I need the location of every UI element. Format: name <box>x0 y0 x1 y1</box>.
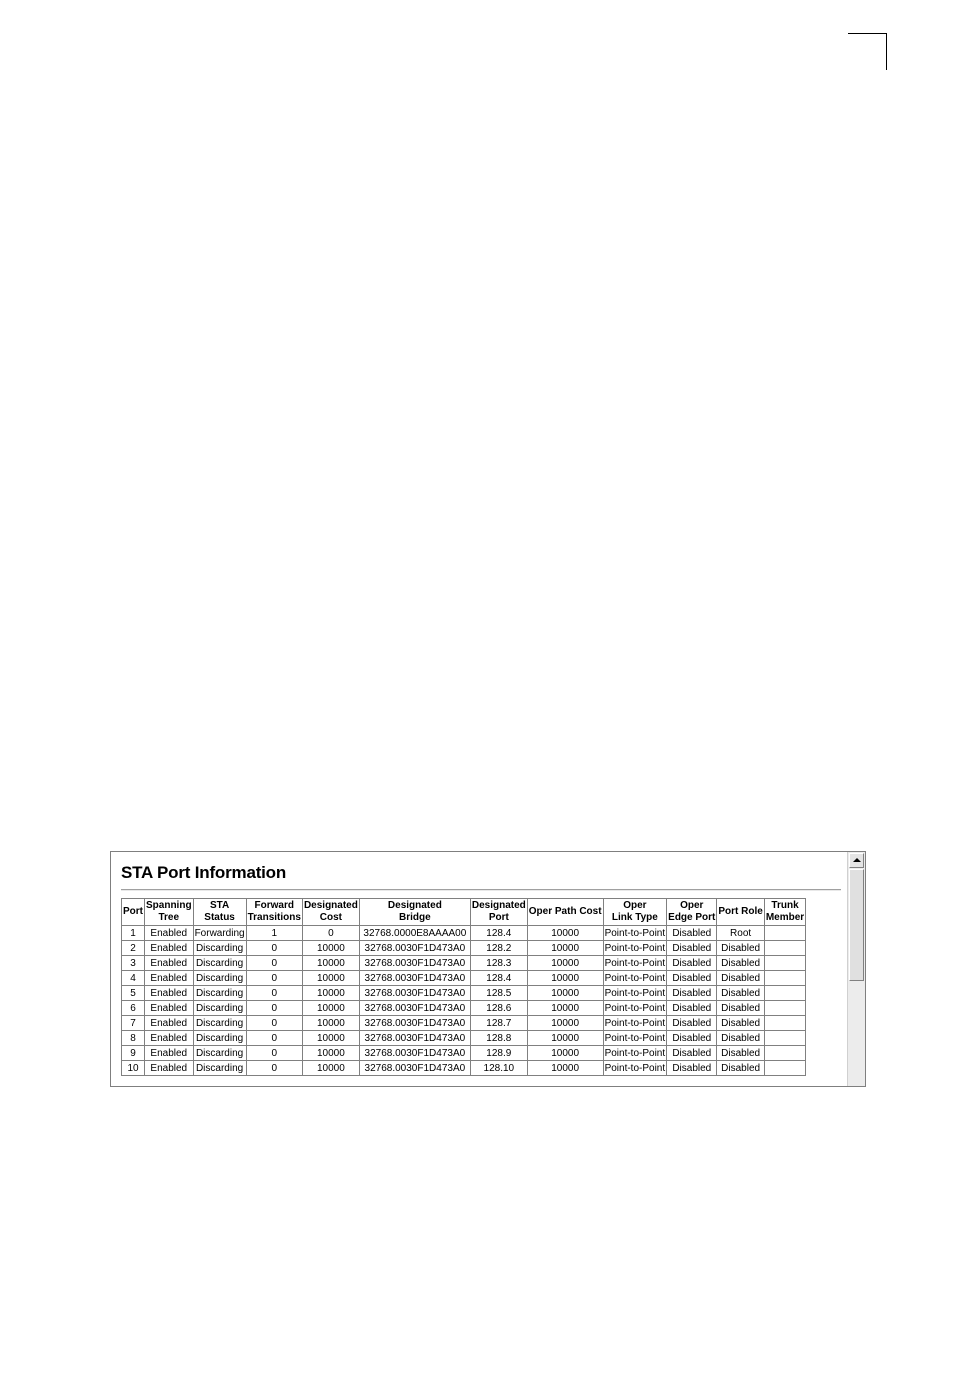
cell-designated-cost: 10000 <box>302 971 359 986</box>
cell-designated-bridge: 32768.0030F1D473A0 <box>359 941 470 956</box>
col-trunk-member: Trunk Member <box>764 899 805 926</box>
cell-port: 1 <box>122 926 145 941</box>
cell-port: 6 <box>122 1001 145 1016</box>
cell-port-role: Disabled <box>717 986 764 1001</box>
cell-forward-transitions: 1 <box>246 926 302 941</box>
cell-port-role: Disabled <box>717 1046 764 1061</box>
cell-port-role: Disabled <box>717 1061 764 1076</box>
cell-trunk-member <box>764 986 805 1001</box>
cell-port: 4 <box>122 971 145 986</box>
cell-sta-status: Discarding <box>193 1046 246 1061</box>
col-designated-bridge: Designated Bridge <box>359 899 470 926</box>
cell-spanning-tree: Enabled <box>145 1016 194 1031</box>
cell-trunk-member <box>764 1016 805 1031</box>
cell-oper-edge-port: Disabled <box>667 1001 717 1016</box>
cell-forward-transitions: 0 <box>246 971 302 986</box>
cell-designated-port: 128.3 <box>470 956 527 971</box>
arrow-up-icon[interactable] <box>849 853 864 868</box>
table-row <box>122 1046 806 1061</box>
cell-designated-bridge: 32768.0030F1D473A0 <box>359 1016 470 1031</box>
cell-designated-bridge: 32768.0000E8AAAA00 <box>359 926 470 941</box>
cell-oper-path-cost: 10000 <box>527 1016 603 1031</box>
cell-spanning-tree: Enabled <box>145 971 194 986</box>
cell-sta-status: Discarding <box>193 956 246 971</box>
cell-port-role: Disabled <box>717 1016 764 1031</box>
cell-oper-path-cost: 10000 <box>527 1061 603 1076</box>
cell-sta-status: Forwarding <box>194 927 245 939</box>
cell-port: 7 <box>122 1016 145 1031</box>
cell-designated-port: 128.5 <box>470 986 527 1001</box>
cell-oper-link-type: Point-to-Point <box>604 1062 666 1074</box>
cell-oper-link-type: Point-to-Point <box>604 1032 666 1044</box>
cell-oper-link-type: Point-to-Point <box>604 987 666 999</box>
crop-mark <box>848 33 887 70</box>
cell-oper-link-type: Point-to-Point <box>604 927 666 939</box>
cell-designated-bridge: 32768.0030F1D473A0 <box>359 986 470 1001</box>
cell-designated-port: 128.7 <box>470 1016 527 1031</box>
cell-oper-path-cost: 10000 <box>527 1001 603 1016</box>
cell-forward-transitions: 0 <box>246 956 302 971</box>
cell-spanning-tree: Enabled <box>145 1046 194 1061</box>
cell-designated-cost: 10000 <box>302 1031 359 1046</box>
cell-forward-transitions: 0 <box>246 941 302 956</box>
cell-sta-status: Discarding <box>193 1031 246 1046</box>
cell-designated-port: 128.8 <box>470 1031 527 1046</box>
cell-port: 9 <box>122 1046 145 1061</box>
cell-port-role: Disabled <box>717 941 764 956</box>
cell-designated-cost: 10000 <box>302 1061 359 1076</box>
cell-oper-path-cost: 10000 <box>527 941 603 956</box>
cell-spanning-tree: Enabled <box>145 926 194 941</box>
table-row <box>122 926 806 941</box>
cell-port: 8 <box>122 1031 145 1046</box>
cell-designated-port: 128.4 <box>470 971 527 986</box>
cell-spanning-tree: Enabled <box>145 1001 194 1016</box>
cell-spanning-tree: Enabled <box>145 1061 194 1076</box>
table-row <box>122 971 806 986</box>
col-oper-edge-port: Oper Edge Port <box>667 899 717 926</box>
cell-forward-transitions: 0 <box>246 1046 302 1061</box>
col-sta-status: STA Status <box>193 899 246 926</box>
cell-designated-bridge: 32768.0030F1D473A0 <box>359 1061 470 1076</box>
cell-sta-status: Discarding <box>193 941 246 956</box>
col-designated-port: Designated Port <box>470 899 527 926</box>
cell-port: 10 <box>122 1061 145 1076</box>
cell-port: 5 <box>122 986 145 1001</box>
cell-designated-port: 128.6 <box>470 1001 527 1016</box>
cell-oper-path-cost: 10000 <box>527 971 603 986</box>
cell-trunk-member <box>764 1061 805 1076</box>
cell-port-role: Root <box>717 926 764 941</box>
cell-port-role: Disabled <box>717 1031 764 1046</box>
cell-oper-path-cost: 10000 <box>527 956 603 971</box>
cell-oper-link-type: Point-to-Point <box>604 957 666 969</box>
cell-oper-path-cost: 10000 <box>527 1046 603 1061</box>
cell-sta-status: Discarding <box>193 971 246 986</box>
cell-designated-bridge: 32768.0030F1D473A0 <box>359 956 470 971</box>
cell-port-role: Disabled <box>717 956 764 971</box>
cell-designated-cost: 10000 <box>302 956 359 971</box>
cell-designated-port: 128.4 <box>470 926 527 941</box>
table-row <box>122 1001 806 1016</box>
cell-oper-edge-port: Disabled <box>667 941 717 956</box>
scrollbar-thumb[interactable] <box>849 869 864 981</box>
cell-sta-status: Discarding <box>193 1016 246 1031</box>
cell-port: 2 <box>122 941 145 956</box>
cell-oper-edge-port: Disabled <box>667 956 717 971</box>
page-title: STA Port Information <box>121 863 287 882</box>
cell-oper-edge-port: Disabled <box>667 926 717 941</box>
title-divider <box>121 889 841 891</box>
cell-spanning-tree: Enabled <box>145 986 194 1001</box>
cell-designated-cost: 10000 <box>302 1046 359 1061</box>
col-port-role: Port Role <box>717 899 764 926</box>
table-row <box>122 1061 806 1076</box>
cell-spanning-tree: Enabled <box>145 1031 194 1046</box>
content-area <box>111 852 847 1087</box>
table-row <box>122 956 806 971</box>
cell-port-role: Disabled <box>717 1001 764 1016</box>
cell-oper-path-cost: 10000 <box>527 926 603 941</box>
cell-oper-edge-port: Disabled <box>667 1061 717 1076</box>
cell-designated-bridge: 32768.0030F1D473A0 <box>359 1031 470 1046</box>
table-row <box>122 986 806 1001</box>
cell-sta-status: Discarding <box>193 986 246 1001</box>
cell-oper-edge-port: Disabled <box>667 986 717 1001</box>
cell-trunk-member <box>764 971 805 986</box>
col-designated-cost: Designated Cost <box>302 899 359 926</box>
cell-sta-status: Discarding <box>193 1061 246 1076</box>
cell-oper-edge-port: Disabled <box>667 971 717 986</box>
vertical-scrollbar[interactable] <box>847 852 865 1087</box>
table-header-row <box>122 899 806 926</box>
cell-designated-bridge: 32768.0030F1D473A0 <box>359 971 470 986</box>
cell-forward-transitions: 0 <box>246 986 302 1001</box>
cell-trunk-member <box>764 941 805 956</box>
col-oper-path-cost: Oper Path Cost <box>527 899 603 926</box>
table-row <box>122 941 806 956</box>
cell-designated-port: 128.9 <box>470 1046 527 1061</box>
cell-trunk-member <box>764 1046 805 1061</box>
cell-spanning-tree: Enabled <box>145 941 194 956</box>
cell-sta-status: Discarding <box>193 1001 246 1016</box>
table-row <box>122 1016 806 1031</box>
cell-port-role: Disabled <box>717 971 764 986</box>
cell-trunk-member <box>764 926 805 941</box>
cell-forward-transitions: 0 <box>246 1061 302 1076</box>
cell-oper-path-cost: 10000 <box>527 986 603 1001</box>
cell-designated-port: 128.10 <box>470 1061 527 1076</box>
cell-trunk-member <box>764 1001 805 1016</box>
cell-oper-edge-port: Disabled <box>667 1031 717 1046</box>
cell-trunk-member <box>764 1031 805 1046</box>
cell-designated-cost: 10000 <box>302 1016 359 1031</box>
cell-oper-link-type: Point-to-Point <box>604 972 666 984</box>
cell-designated-port: 128.2 <box>470 941 527 956</box>
sta-port-table <box>121 898 806 1076</box>
cell-trunk-member <box>764 956 805 971</box>
table-row <box>122 1031 806 1046</box>
col-oper-link-type: Oper Link Type <box>603 899 667 926</box>
cell-designated-bridge: 32768.0030F1D473A0 <box>359 1001 470 1016</box>
cell-oper-link-type: Point-to-Point <box>604 1002 666 1014</box>
cell-designated-cost: 0 <box>302 926 359 941</box>
cell-port: 3 <box>122 956 145 971</box>
cell-oper-link-type: Point-to-Point <box>604 942 666 954</box>
cell-spanning-tree: Enabled <box>145 956 194 971</box>
col-forward-transitions: Forward Transitions <box>246 899 302 926</box>
cell-designated-bridge: 32768.0030F1D473A0 <box>359 1046 470 1061</box>
cell-forward-transitions: 0 <box>246 1031 302 1046</box>
cell-forward-transitions: 0 <box>246 1016 302 1031</box>
cell-oper-link-type: Point-to-Point <box>604 1047 666 1059</box>
col-port: Port <box>122 899 145 926</box>
cell-designated-cost: 10000 <box>302 941 359 956</box>
cell-oper-path-cost: 10000 <box>527 1031 603 1046</box>
cell-designated-cost: 10000 <box>302 986 359 1001</box>
cell-designated-cost: 10000 <box>302 1001 359 1016</box>
cell-oper-link-type: Point-to-Point <box>604 1017 666 1029</box>
cell-forward-transitions: 0 <box>246 1001 302 1016</box>
sta-port-information-window <box>110 851 866 1087</box>
cell-oper-edge-port: Disabled <box>667 1016 717 1031</box>
col-spanning-tree: Spanning Tree <box>145 899 194 926</box>
cell-oper-edge-port: Disabled <box>667 1046 717 1061</box>
